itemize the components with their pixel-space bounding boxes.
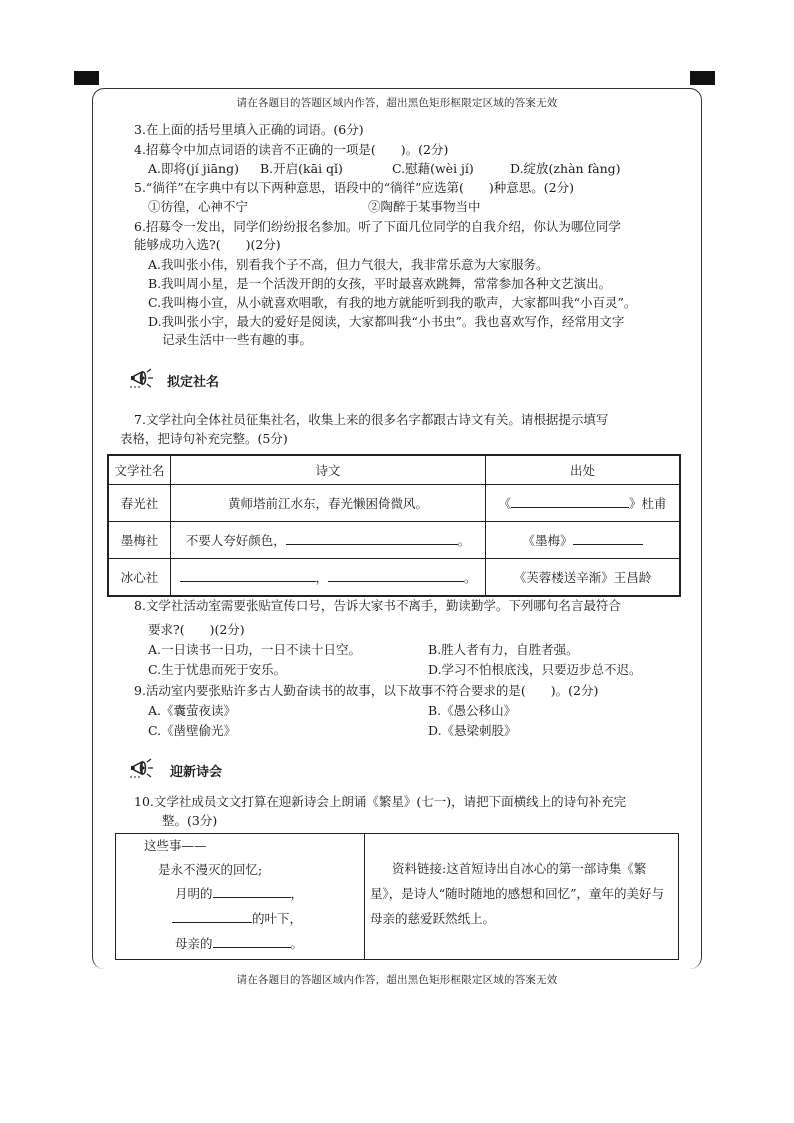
answer-blank[interactable] — [213, 885, 291, 898]
question-9-option-d: D.《悬梁刺股》 — [428, 723, 517, 738]
question-10-stem-line1: 10.文学社成员文文打算在迎新诗会上朗诵《繁星》(七一)，请把下面横线上的诗句补充完 — [134, 794, 627, 809]
question-4-stem: 4.招募令中加点词语的读音不正确的一项是( )。(2分) — [134, 142, 449, 157]
question-8-option-b: B.胜人者有力，自胜者强。 — [428, 642, 579, 657]
question-6-option-d-cont: 记录生活中一些有趣的事。 — [162, 332, 313, 347]
question-6-option-c: C.我叫梅小宣，从小就喜欢唱歌，有我的地方就能听到我的歌声，大家都叫我“小百灵”。 — [148, 295, 637, 310]
question-7-stem-line2: 表格，把诗句补充完整。(5分) — [120, 431, 288, 446]
answer-blank[interactable] — [511, 495, 629, 508]
question-3: 3.在上面的括号里填入正确的词语。(6分) — [134, 122, 364, 137]
question-9-option-c: C.《凿壁偷光》 — [148, 723, 237, 738]
question-8-option-d: D.学习不怕根底浅，只要迈步总不迟。 — [428, 662, 642, 677]
registration-mark-left — [74, 71, 99, 85]
question-8-option-a: A.一日读书一日功，一日不读十日空。 — [148, 642, 362, 657]
megaphone-icon — [128, 366, 158, 390]
question-9-option-b: B.《愚公移山》 — [428, 703, 517, 718]
box-divider — [364, 834, 365, 959]
table-row — [108, 485, 680, 522]
question-6-stem-line2: 能够成功入选?( )(2分) — [134, 237, 281, 252]
poem-line-5: 母亲的 。 — [175, 936, 304, 951]
section-title-poetry-meeting: 迎新诗会 — [170, 765, 223, 780]
section-title-naming: 拟定社名 — [167, 375, 220, 390]
table-header-row — [108, 455, 680, 485]
poem-table — [107, 454, 681, 597]
table-row — [108, 522, 680, 559]
society-name: 冰心社 — [108, 559, 171, 597]
question-6-option-d: D.我叫张小宇，最大的爱好是阅读，大家都叫我“小书虫”。我也喜欢写作，经常用文字 — [148, 314, 625, 329]
answer-blank[interactable] — [328, 569, 464, 582]
registration-mark-right — [690, 71, 715, 85]
header-notice: 请在各题目的答题区域内作答，超出黑色矩形框限定区域的答案无效 — [236, 97, 558, 109]
reference-note-line3: 母亲的慈爱跃然纸上。 — [370, 911, 496, 926]
question-4-option-a: A.即将(jí jiāng) — [148, 161, 239, 176]
header-poem: 诗文 — [171, 455, 486, 485]
answer-blank[interactable] — [213, 935, 291, 948]
question-6-option-b: B.我叫周小星，是一个活泼开朗的女孩，平时最喜欢跳舞，常常参加各种文艺演出。 — [148, 276, 612, 291]
poem-line-1: 这些事—— — [144, 838, 207, 853]
reference-note-line2: 星》，是诗人“随时随地的感想和回忆”，童年的美好与 — [370, 886, 665, 901]
poem-line-4: 的叶下， — [172, 910, 302, 928]
answer-blank[interactable] — [286, 532, 458, 545]
question-5-stem: 5.“徜徉”在字典中有以下两种意思，语段中的“徜徉”应选第( )种意思。(2分) — [134, 180, 574, 195]
poem-text: 黄师塔前江水东，春光懒困倚微风。 — [171, 485, 486, 522]
table-row — [108, 559, 680, 597]
source-cell: 《 》杜甫 — [485, 485, 680, 522]
footer-notice: 请在各题目的答题区域内作答，超出黑色矩形框限定区域的答案无效 — [236, 974, 558, 986]
question-8-stem-line2: 要求?( )(2分) — [148, 622, 245, 637]
question-4-option-b: B.开启(kāi qǐ) — [260, 161, 343, 176]
question-8-stem-line1: 8.文学社活动室需要张贴宣传口号，告诉大家书不离手，勤读勤学。下列哪句名言最符合 — [134, 598, 621, 613]
poem-cell: 不要人夸好颜色， 。 — [171, 522, 486, 559]
question-7-stem-line1: 7.文学社向全体社员征集社名，收集上来的很多名字都跟古诗文有关。请根据提示填写 — [134, 412, 609, 427]
poem-cell: ， 。 — [171, 559, 486, 597]
question-4-option-d: D.绽放(zhàn fàng) — [510, 161, 621, 176]
poem-line-2: 是永不漫灭的回忆; — [158, 862, 263, 877]
reference-note-line1: 资料链接:这首短诗出自冰心的第一部诗集《繁 — [392, 861, 647, 876]
megaphone-icon — [128, 756, 158, 780]
question-5-meaning-2: ②陶醉于某事物当中 — [368, 199, 481, 214]
question-9-stem: 9.活动室内要张贴许多古人勤奋读书的故事，以下故事不符合要求的是( )。(2分) — [134, 683, 599, 698]
question-6-option-a: A.我叫张小伟，别看我个子不高，但力气很大，我非常乐意为大家服务。 — [148, 257, 549, 272]
poem-line-3: 月明的 ， — [175, 886, 304, 901]
question-8-option-c: C.生于忧患而死于安乐。 — [148, 662, 287, 677]
header-society-name: 文学社名 — [108, 455, 171, 485]
answer-blank[interactable] — [172, 910, 252, 923]
header-source: 出处 — [485, 455, 680, 485]
question-5-meaning-1: ①彷徨，心神不宁 — [148, 199, 249, 214]
question-6-stem-line1: 6.招募令一发出，同学们纷纷报名参加。听了下面几位同学的自我介绍，你认为哪位同学 — [134, 219, 621, 234]
society-name: 墨梅社 — [108, 522, 171, 559]
question-4-option-c: C.慰藉(wèi jí) — [392, 161, 474, 176]
answer-blank[interactable] — [180, 569, 316, 582]
question-9-option-a: A.《囊萤夜读》 — [148, 703, 237, 718]
source-cell: 《墨梅》 — [485, 522, 680, 559]
answer-blank[interactable] — [573, 532, 643, 545]
question-10-stem-line2: 整。(3分) — [162, 813, 218, 828]
source-cell: 《芙蓉楼送辛渐》王昌龄 — [485, 559, 680, 597]
society-name: 春光社 — [108, 485, 171, 522]
